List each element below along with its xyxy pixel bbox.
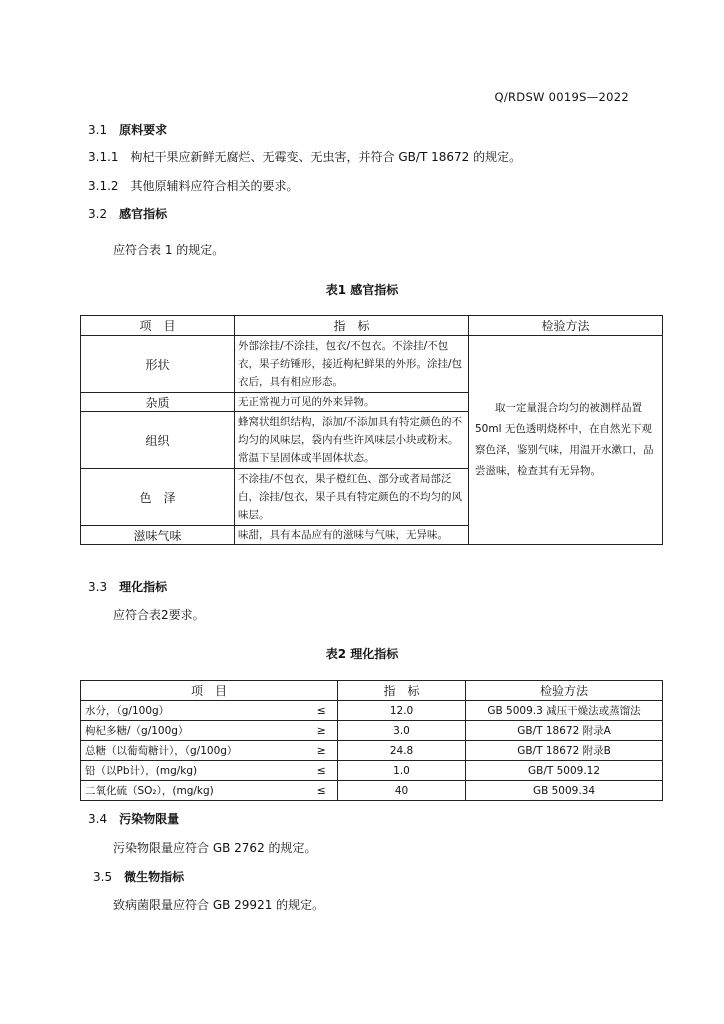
clause-number: 3.1.1 <box>88 150 119 164</box>
section-3-5-heading <box>93 868 184 885</box>
table-2-caption: 表2 理化指标 <box>325 647 399 661</box>
section-3-4-text: 污染物限量应符合 GB 2762 的规定。 <box>113 841 317 855</box>
item-cell: 枸杞多糖/（g/100g） <box>81 721 306 741</box>
item-cell: 铅（以Pb计），(mg/kg) <box>81 761 306 781</box>
section-3-2-heading <box>88 205 167 222</box>
physicochemical-table <box>80 680 663 801</box>
section-3-1-heading <box>88 121 167 138</box>
method-cell: 取一定量混合均匀的被测样品置50ml 无色透明烧杯中，在自然光下观察色泽，鉴别气味，用温开水漱口，品尝滋味，检查其有无异物。 <box>469 336 663 545</box>
value-cell: 40 <box>338 781 466 801</box>
indicator-cell: 不涂挂/不包衣，果子橙红色、部分或者局部泛白，涂挂/包衣，果子具有特定颜色的不均匀的风味层。 <box>235 469 469 526</box>
table-row <box>81 781 663 801</box>
section-3-4-heading <box>88 810 179 827</box>
table-row <box>81 721 663 741</box>
indicator-cell: 蜂窝状组织结构，添加/不添加具有特定颜色的不均匀的风味层，袋内有些许风味层小块或粉末。常温下呈固体或半固体状态。 <box>235 412 469 469</box>
sensory-table <box>80 315 663 545</box>
method-cell: GB/T 18672 附录A <box>466 721 663 741</box>
table-1-caption: 表1 感官指标 <box>325 283 399 297</box>
section-title: 理化指标 <box>119 580 168 594</box>
section-number: 3.2 <box>88 207 108 221</box>
clause-3-1-2 <box>88 177 299 194</box>
section-3-3-text: 应符合表2要求。 <box>113 608 205 622</box>
section-number: 3.1 <box>88 123 108 137</box>
section-title: 污染物限量 <box>119 812 180 826</box>
item-cell: 水分，（g/100g） <box>81 701 306 721</box>
item-cell: 形状 <box>81 336 235 393</box>
section-title: 原料要求 <box>119 123 168 137</box>
indicator-cell: 无正常视力可见的外来异物。 <box>235 393 469 412</box>
item-cell: 滋味气味 <box>81 526 235 545</box>
header-indicator: 指 标 <box>235 316 469 336</box>
section-title: 微生物指标 <box>124 870 185 884</box>
item-cell: 色 泽 <box>81 469 235 526</box>
section-number: 3.3 <box>88 580 108 594</box>
table-row <box>81 741 663 761</box>
value-cell: 1.0 <box>338 761 466 781</box>
operator-cell: ≤ <box>306 781 338 801</box>
indicator-cell: 外部涂挂/不涂挂，包衣/不包衣。不涂挂/不包衣，果子纺锤形，接近枸杞鲜果的外形。涂挂/包衣后，具有相应形态。 <box>235 336 469 393</box>
value-cell: 3.0 <box>338 721 466 741</box>
table-row <box>81 761 663 781</box>
operator-cell: ≥ <box>306 721 338 741</box>
method-cell: GB/T 5009.12 <box>466 761 663 781</box>
section-3-5-text: 致病菌限量应符合 GB 29921 的规定。 <box>113 898 325 912</box>
item-cell: 二氧化硫（SO₂），(mg/kg) <box>81 781 306 801</box>
section-3-2-text: 应符合表 1 的规定。 <box>113 243 225 257</box>
header-indicator: 指 标 <box>338 681 466 701</box>
section-number: 3.4 <box>88 812 108 826</box>
table-row <box>81 701 663 721</box>
clause-3-1-1 <box>88 148 521 165</box>
header-item: 项 目 <box>81 681 338 701</box>
header-method: 检验方法 <box>469 316 663 336</box>
item-cell: 组织 <box>81 412 235 469</box>
header-item: 项 目 <box>81 316 235 336</box>
clause-number: 3.1.2 <box>88 179 119 193</box>
operator-cell: ≥ <box>306 741 338 761</box>
method-cell: GB/T 18672 附录B <box>466 741 663 761</box>
table-header-row <box>81 681 663 701</box>
clause-text: 枸杞干果应新鲜无腐烂、无霉变、无虫害，并符合 GB/T 18672 的规定。 <box>130 150 522 164</box>
indicator-cell: 味甜，具有本品应有的滋味与气味，无异味。 <box>235 526 469 545</box>
operator-cell: ≤ <box>306 701 338 721</box>
method-cell: GB 5009.3 减压干燥法或蒸馏法 <box>466 701 663 721</box>
clause-text: 其他原辅料应符合相关的要求。 <box>130 179 299 193</box>
value-cell: 12.0 <box>338 701 466 721</box>
method-cell: GB 5009.34 <box>466 781 663 801</box>
item-cell: 杂质 <box>81 393 235 412</box>
section-title: 感官指标 <box>119 207 168 221</box>
value-cell: 24.8 <box>338 741 466 761</box>
header-method: 检验方法 <box>466 681 663 701</box>
item-cell: 总糖（以葡萄糖计），（g/100g） <box>81 741 306 761</box>
section-3-3-heading <box>88 578 167 595</box>
section-number: 3.5 <box>93 870 113 884</box>
table-header-row <box>81 316 663 336</box>
table-row <box>81 336 663 393</box>
document-code: Q/RDSW 0019S—2022 <box>494 90 629 104</box>
operator-cell: ≤ <box>306 761 338 781</box>
